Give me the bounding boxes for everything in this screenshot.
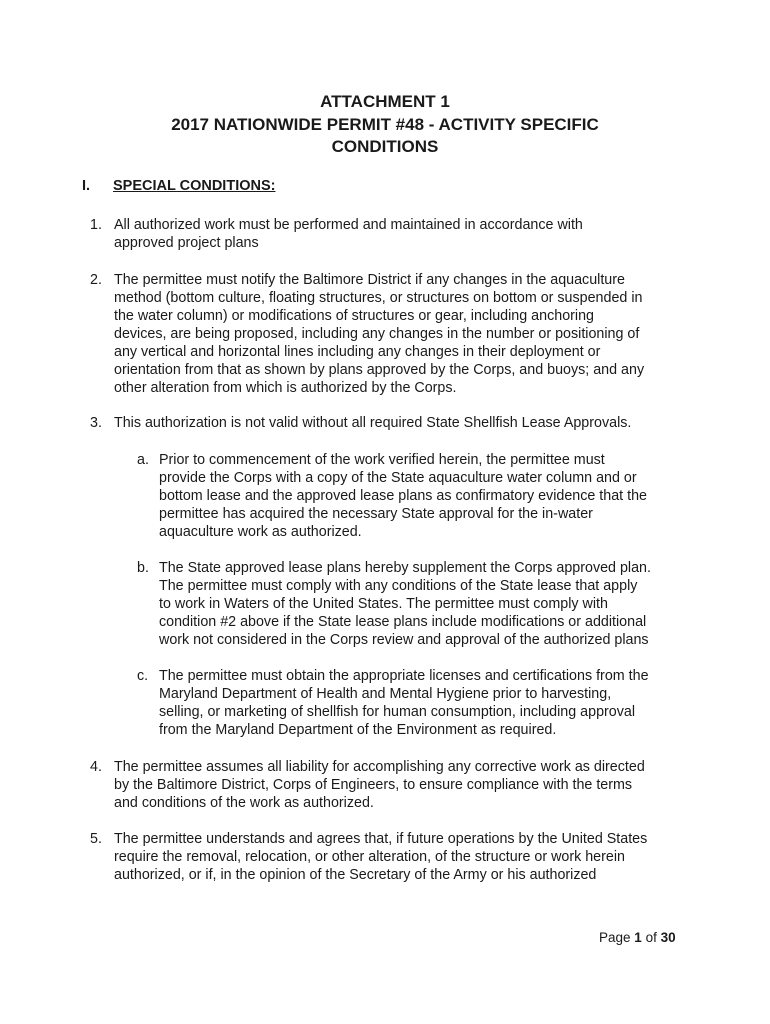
page-total: 30 <box>660 930 676 945</box>
item-text: The permittee assumes all liability for accomplishing any corrective work as directed by the Baltimore District, Corps of Engineers, to ensure compliance with the terms and conditions of the work as authorized. <box>114 759 645 811</box>
subitem-text: Prior to commencement of the work verified herein, the permittee must provide the Corps with a copy of the State aquaculture water column and or bottom lease and the approved lease plans as confirmatory evidence that the permittee has acquired the necessary State approval for the in-water aquaculture work as authorized. <box>159 452 647 540</box>
section-number: I. <box>82 178 91 194</box>
subitem-text: The permittee must obtain the appropriate licenses and certifications from the Maryland Department of Health and Mental Hygiene prior to harvesting, selling, or marketing of shellfish for human consumption, including approval from the Maryland Department of the Environment as required. <box>159 668 649 738</box>
page-number: 1 <box>634 930 642 945</box>
item-marker: 1. <box>90 217 102 233</box>
item-text: The permittee must notify the Baltimore District if any changes in the aquaculture method (bottom culture, floating structures, or structures on bottom or suspended in the water column) or modifications of structures or gear, including anchoring devices, are being proposed, including any changes in the number or positioning of any vertical and horizontal lines including any changes in their deployment or orientation from that as shown by plans approved by the Corps, and buoys; and any other alteration from which is authorized by the Corps. <box>114 272 645 396</box>
item-marker: 2. <box>90 272 102 288</box>
document-title <box>0 91 770 159</box>
item-marker: 4. <box>90 759 102 775</box>
title-line-2: 2017 NATIONWIDE PERMIT #48 - ACTIVITY SPECIFIC <box>171 114 599 134</box>
subitem-marker: b. <box>137 560 149 576</box>
of-label: of <box>645 930 657 945</box>
page-label: Page <box>599 930 631 945</box>
subitem-text: The State approved lease plans hereby supplement the Corps approved plan. The permittee must comply with any conditions of the State lease that apply to work in Waters of the United States. The permittee must comply with condition #2 above if the State lease plans include modifications or additional work not considered in the Corps review and approval of the authorized plans <box>159 560 651 648</box>
subitem-marker: a. <box>137 452 149 468</box>
title-line-1: ATTACHMENT 1 <box>320 92 450 111</box>
item-text: This authorization is not valid without all required State Shellfish Lease Approvals. <box>114 415 632 431</box>
item-marker: 3. <box>90 415 102 431</box>
item-text: The permittee understands and agrees that, if future operations by the United States require the removal, relocation, or other alteration, of the structure or work herein authorized, or if, in the opinion of the Secretary of the Army or his authorized <box>114 831 648 883</box>
item-marker: 5. <box>90 831 102 847</box>
page-footer <box>599 930 676 945</box>
item-text: All authorized work must be performed and maintained in accordance with approved project plans <box>114 217 583 251</box>
subitem-marker: c. <box>137 668 149 684</box>
section-heading: SPECIAL CONDITIONS: <box>113 178 276 194</box>
title-line-3: CONDITIONS <box>331 137 439 156</box>
